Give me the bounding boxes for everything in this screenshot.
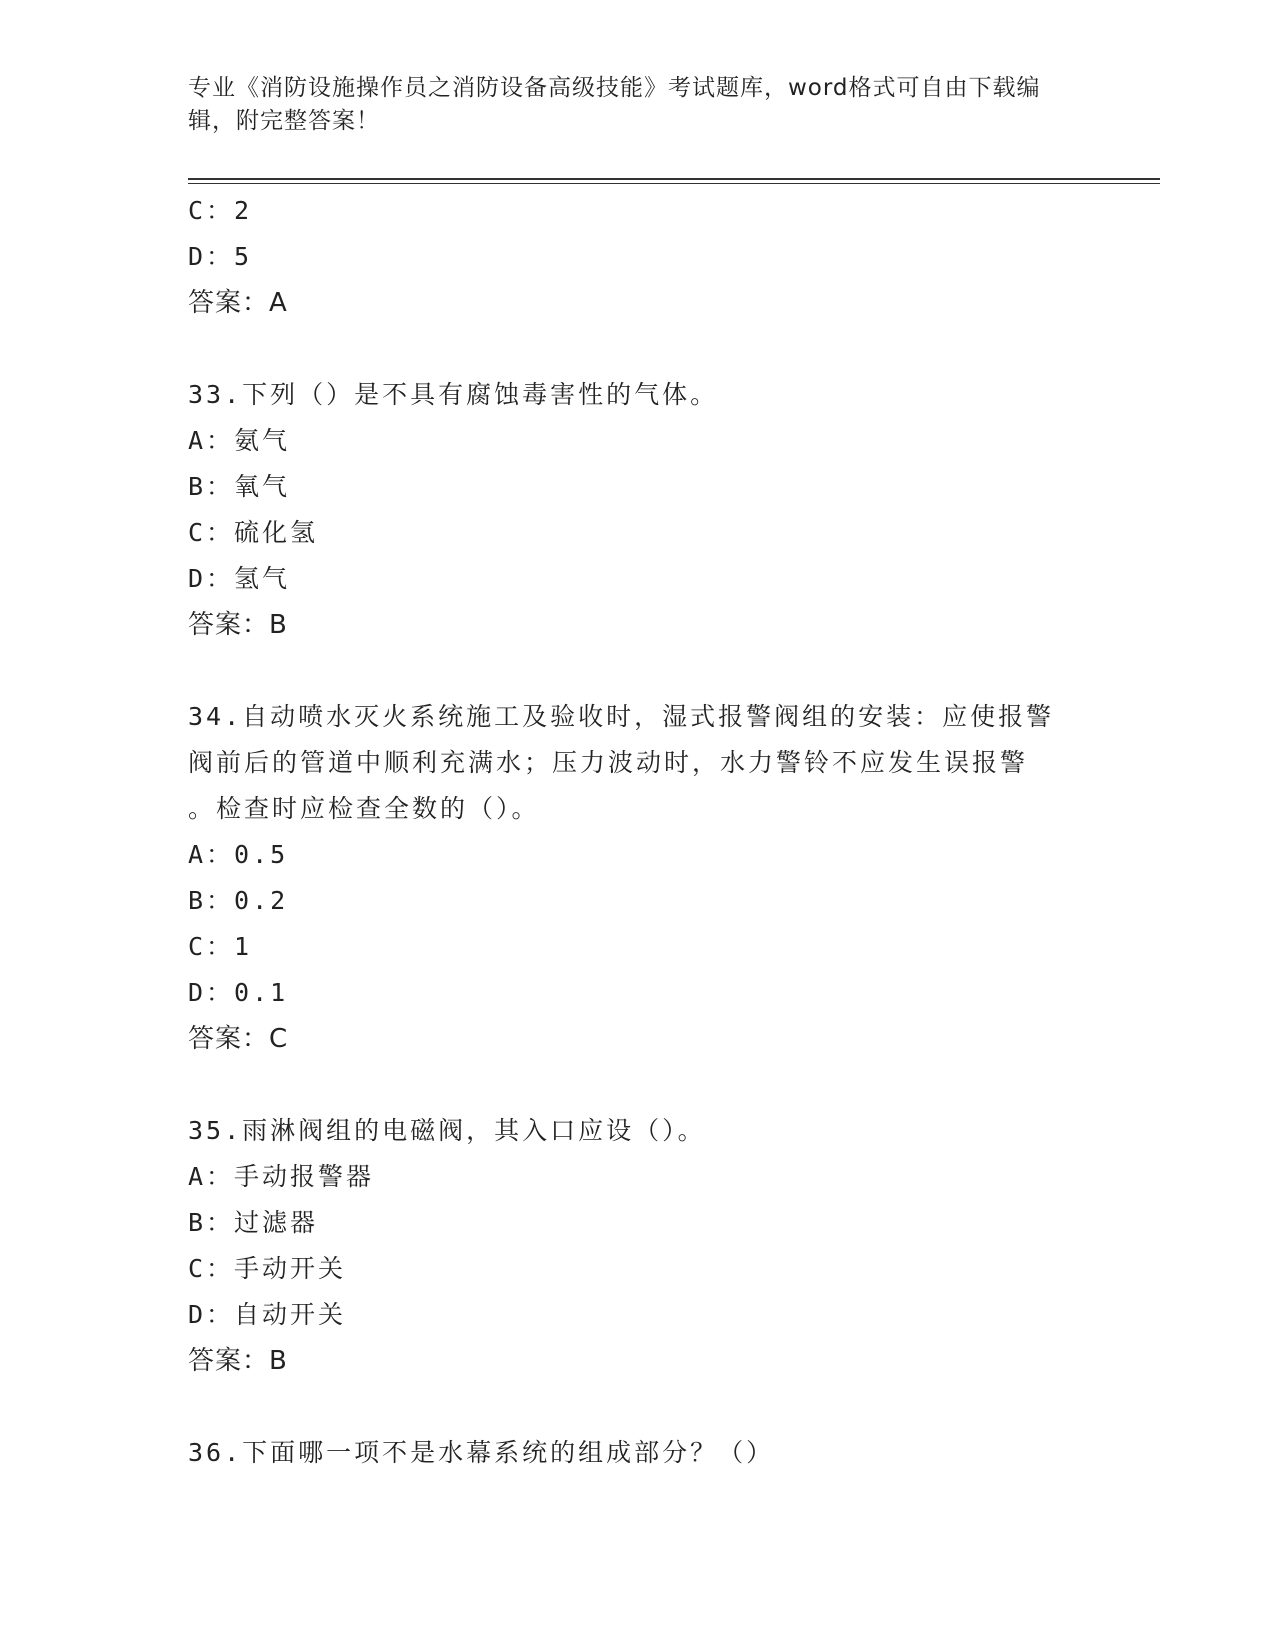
option-c: C：1 bbox=[188, 932, 253, 961]
spacer bbox=[188, 1062, 1088, 1108]
question-text: 33.下列（）是不具有腐蚀毒害性的气体。 bbox=[188, 380, 719, 409]
previous-question-tail bbox=[188, 188, 1088, 326]
option-c: C：手动开关 bbox=[188, 1254, 347, 1283]
question-35 bbox=[188, 1108, 1088, 1384]
question-text-line-2: 阀前后的管道中顺利充满水；压力波动时，水力警铃不应发生误报警 bbox=[188, 748, 1029, 777]
question-content bbox=[188, 188, 1088, 1476]
question-33 bbox=[188, 372, 1088, 648]
option-d: D：氢气 bbox=[188, 564, 291, 593]
question-text: 35.雨淋阀组的电磁阀，其入口应设（）。 bbox=[188, 1116, 706, 1145]
option-b: B：0.2 bbox=[188, 886, 289, 915]
page-header: 专业《消防设施操作员之消防设备高级技能》考试题库，word格式可自由下载编辑，附完整答案！ bbox=[188, 75, 1041, 134]
option-a: A：0.5 bbox=[188, 840, 289, 869]
question-36 bbox=[188, 1430, 1088, 1476]
option-c: C：硫化氢 bbox=[188, 518, 319, 547]
option-a: A：氨气 bbox=[188, 426, 291, 455]
option-c: C：2 bbox=[188, 196, 253, 225]
answer-label: 答案：C bbox=[188, 1024, 289, 1054]
question-text-line-3: 。检查时应检查全数的（）。 bbox=[188, 794, 540, 823]
spacer bbox=[188, 1384, 1088, 1430]
spacer bbox=[188, 648, 1088, 694]
option-b: B：氧气 bbox=[188, 472, 291, 501]
answer-label: 答案：B bbox=[188, 610, 288, 640]
question-34 bbox=[188, 694, 1088, 1062]
question-text-line-1: 34.自动喷水灭火系统施工及验收时，湿式报警阀组的安装：应使报警 bbox=[188, 702, 1055, 731]
spacer bbox=[188, 326, 1088, 372]
option-d: D：0.1 bbox=[188, 978, 289, 1007]
header-divider bbox=[188, 178, 1160, 184]
option-b: B：过滤器 bbox=[188, 1208, 319, 1237]
answer-label: 答案：B bbox=[188, 1346, 288, 1376]
option-d: D：5 bbox=[188, 242, 253, 271]
answer-label: 答案：A bbox=[188, 288, 288, 318]
question-text: 36.下面哪一项不是水幕系统的组成部分？（） bbox=[188, 1438, 775, 1467]
option-d: D：自动开关 bbox=[188, 1300, 347, 1329]
option-a: A：手动报警器 bbox=[188, 1162, 375, 1191]
